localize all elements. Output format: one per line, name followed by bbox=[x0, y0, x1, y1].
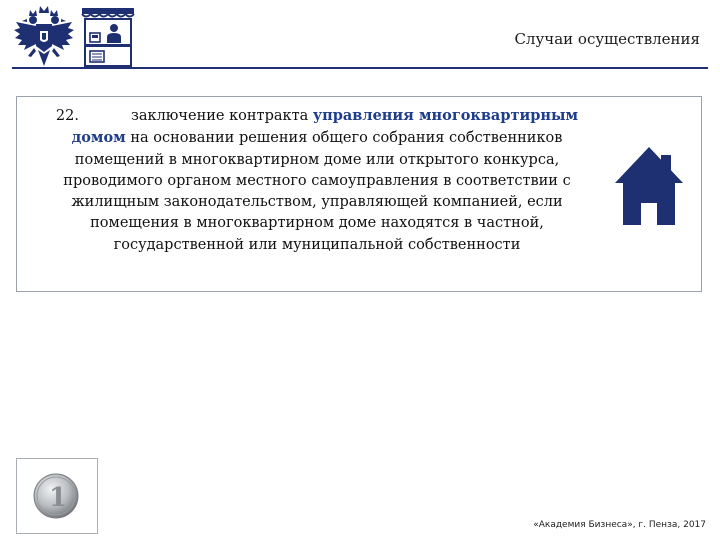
ruble-coin-icon bbox=[33, 473, 79, 519]
footer-caption: «Академия Бизнеса», г. Пенза, 2017 bbox=[533, 520, 706, 530]
case-highlight: управления многоквартирным домом bbox=[71, 107, 579, 147]
kiosk-seller-icon bbox=[80, 6, 136, 68]
case-text-before: заключение контракта bbox=[130, 108, 313, 124]
case-description bbox=[37, 105, 597, 256]
house-icon bbox=[613, 145, 685, 227]
case-card bbox=[16, 96, 702, 292]
case-text-after: на основании решения общего собрания собственников помещений в многоквартирном доме или открытого конкурса, проводимого органом местного самоуправления в соответствии с жилищным законодательством, управляющей компанией, если помещения в многоквартирном доме находятся в частной, государственной или муниципальной собственности bbox=[63, 130, 571, 253]
header-divider bbox=[12, 67, 708, 69]
page-title: Случаи осуществления bbox=[514, 30, 700, 48]
coin-thumbnail bbox=[16, 458, 98, 534]
case-number: 22. bbox=[55, 108, 79, 124]
coin-glyph: 1 bbox=[49, 483, 68, 513]
double-headed-eagle-icon bbox=[12, 6, 76, 70]
